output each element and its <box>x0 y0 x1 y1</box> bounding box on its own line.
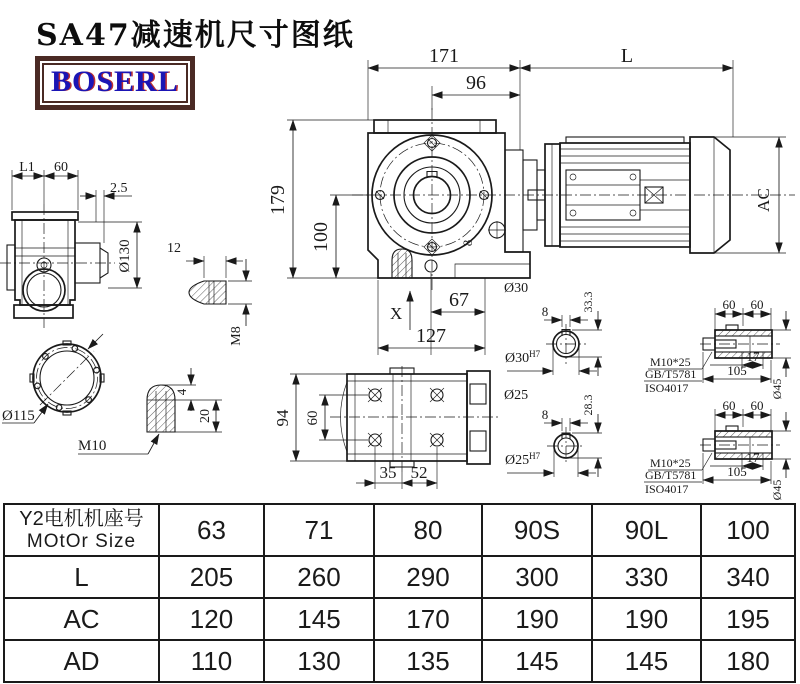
dim-d130: Ø130 <box>117 239 133 273</box>
label-d30: Ø30 <box>504 281 529 296</box>
motor-size-80: 80 <box>374 504 482 556</box>
side-view <box>0 160 142 328</box>
dim-17-2: 17 <box>746 450 760 465</box>
dim-4: 4 <box>174 388 189 396</box>
dim-d115: Ø115 <box>2 408 35 424</box>
dim-60b-1: 60 <box>750 297 764 312</box>
value-AD-90L: 145 <box>592 640 701 682</box>
bore-section-30 <box>505 292 602 377</box>
value-AD-90S: 145 <box>482 640 592 682</box>
dim-12: 12 <box>167 241 181 256</box>
value-AD-100: 180 <box>701 640 795 682</box>
row-label-AD: AD <box>4 640 159 682</box>
dim-105-2: 105 <box>727 464 747 479</box>
dim-key-8-a: 8 <box>541 304 549 319</box>
value-L-80: 290 <box>374 556 482 598</box>
front-view <box>267 108 530 355</box>
motor-size-90S: 90S <box>482 504 592 556</box>
dim-28-3: 28.3 <box>581 394 595 416</box>
dim-L: L <box>620 45 634 67</box>
value-AD-80: 135 <box>374 640 482 682</box>
flange-view <box>2 334 104 424</box>
value-AC-63: 120 <box>159 598 264 640</box>
value-L-63: 205 <box>159 556 264 598</box>
motor-size-71: 71 <box>264 504 374 556</box>
label-gb-2: GB/T5781 <box>645 468 697 482</box>
table-row-L <box>4 556 795 598</box>
table-row-AC <box>4 598 795 640</box>
value-AC-100: 195 <box>701 598 795 640</box>
table-header-en: MOtOr Size <box>26 530 137 552</box>
value-AD-71: 130 <box>264 640 374 682</box>
label-iso-1: ISO4017 <box>645 381 689 395</box>
motor-size-90L: 90L <box>592 504 701 556</box>
dim-67: 67 <box>449 289 469 311</box>
dim-L1: L1 <box>19 160 35 175</box>
brand-logo-text: BOSERL <box>51 65 179 98</box>
dim-2_5: 2.5 <box>110 181 128 196</box>
table-row-header <box>4 504 795 556</box>
table-header-cn: Y2电机机座号 <box>19 507 144 530</box>
value-AD-63: 110 <box>159 640 264 682</box>
dim-179: 179 <box>267 185 289 215</box>
dim-35: 35 <box>379 463 397 482</box>
motor-size-100: 100 <box>701 504 795 556</box>
bore-section-25 <box>504 388 602 477</box>
shaft-end-detail-2 <box>644 398 791 500</box>
dim-171: 171 <box>429 45 459 67</box>
page-title: SA47减速机尺寸图纸 <box>36 18 355 53</box>
dim-key-8-b: 8 <box>541 407 549 422</box>
dim-60-bottom: 60 <box>305 410 321 426</box>
table-header-cell <box>4 504 159 556</box>
table-row-AD <box>4 640 795 682</box>
dim-100: 100 <box>310 222 332 252</box>
dim-17-1: 17 <box>746 349 760 364</box>
dim-x-mark: X <box>390 304 403 323</box>
dim-33-3: 33.3 <box>581 291 595 313</box>
label-iso-2: ISO4017 <box>645 482 689 496</box>
value-AC-90S: 190 <box>482 598 592 640</box>
dim-step-8: 8 <box>460 239 475 247</box>
dim-M10: M10 <box>78 438 107 454</box>
dim-d45-1: Ø45 <box>770 378 784 400</box>
dim-60a-1: 60 <box>722 297 736 312</box>
value-L-100: 340 <box>701 556 795 598</box>
dim-52: 52 <box>410 463 428 482</box>
motor-size-63: 63 <box>159 504 264 556</box>
shaft-end-detail-1 <box>644 297 791 399</box>
label-d25: Ø25 <box>504 388 529 403</box>
dim-M8: M8 <box>229 326 244 346</box>
label-bolt-1: M10*25 <box>650 355 691 369</box>
dim-105-1: 105 <box>727 363 747 378</box>
label-gb-1: GB/T5781 <box>645 367 697 381</box>
dim-96: 96 <box>466 72 486 94</box>
row-label-L: L <box>4 556 159 598</box>
brand-logo <box>35 56 195 110</box>
dim-d30h7: $Ø30^{H7}$ <box>505 349 541 366</box>
dim-AC: AC <box>754 188 773 212</box>
value-L-71: 260 <box>264 556 374 598</box>
value-L-90S: 300 <box>482 556 592 598</box>
label-bolt-2: M10*25 <box>650 456 691 470</box>
value-AC-71: 145 <box>264 598 374 640</box>
dim-60-side: 60 <box>54 160 68 175</box>
value-AC-80: 170 <box>374 598 482 640</box>
motor-size-table <box>3 503 796 683</box>
value-AC-90L: 190 <box>592 598 701 640</box>
dim-60a-2: 60 <box>722 398 736 413</box>
bottom-view <box>273 366 500 489</box>
dim-60b-2: 60 <box>750 398 764 413</box>
dim-d25h7: $Ø25^{H7}$ <box>505 451 541 468</box>
dim-127: 127 <box>416 325 446 347</box>
value-L-90L: 330 <box>592 556 701 598</box>
row-label-AC: AC <box>4 598 159 640</box>
dim-94: 94 <box>273 409 292 427</box>
dim-d45-2: Ø45 <box>770 479 784 501</box>
key-m8-detail <box>167 241 252 346</box>
dim-20: 20 <box>198 409 213 423</box>
